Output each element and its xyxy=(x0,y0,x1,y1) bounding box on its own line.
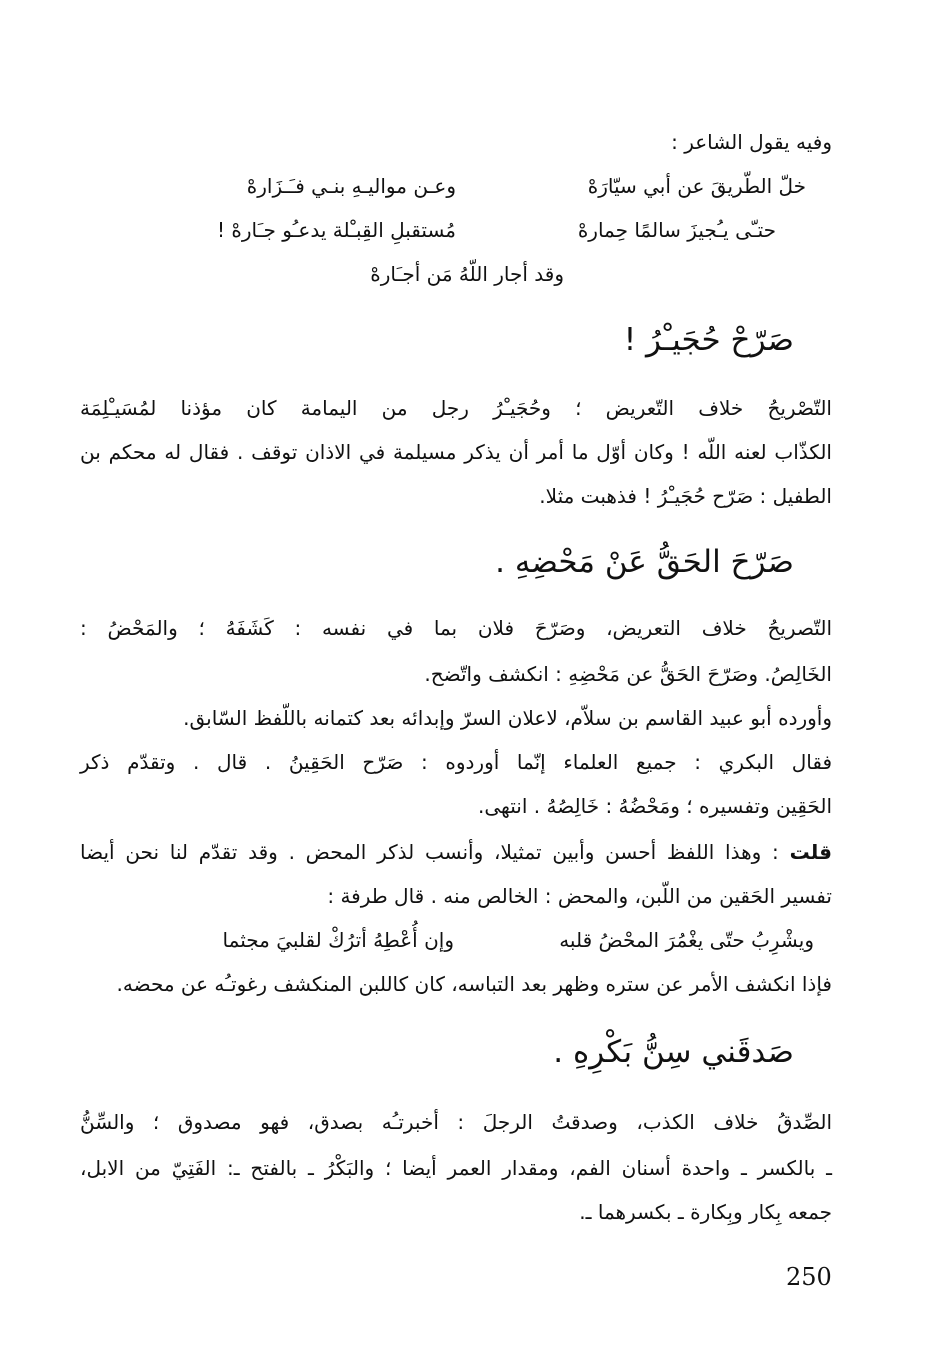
section-3-line-1: الصِّدقُ خلاف الكذب، وصدقتُ الرجلَ : أخبرتـُه بصدق، فهو مصدوق ؛ والسِّنُّ xyxy=(80,1110,832,1134)
intro-line: وفيه يقول الشاعر : xyxy=(671,130,832,154)
note-label: قلت xyxy=(789,840,832,864)
section-heading-2: صَرّحَ الحَقُّ عَنْ مَحْضِهِ . xyxy=(495,544,794,580)
section-2-line-3: وأورده أبو عبيد القاسم بن سلاّم، لاعلان السرّ وإبدائه بعد كتمانه باللّفظ السّابق. xyxy=(183,706,832,730)
verse-3-line: وقد أجار اللّهُ مَن أجـَارهْ xyxy=(370,262,564,286)
verse-1-hemistich-left: وعـن مواليـهِ بنـي فـَـزَارهْ xyxy=(246,174,456,198)
section-1-line-1: التّصْريحُ خلاف التّعريض ؛ وحُجَيـْرُ رجل من اليمامة كان مؤذنا لمُسَيـْلِمَة xyxy=(80,396,832,420)
verse-1-hemistich-right: خلّ الطّريقَ عن أبي سيّارَهْ xyxy=(587,174,806,198)
section-3-line-3: جمعه بِكار وبِكارة ـ بكسرهما ـ. xyxy=(579,1200,832,1224)
verse-2-hemistich-right: حتـّى يـُجيزَ سالمًا حِمارهْ xyxy=(577,218,776,242)
section-3-line-2: ـ بالكسر ـ واحدة أسنان الفم، ومقدار العمر أيضا ؛ والبَكْرُ ـ بالفتح ـ: الفَتِيّ من الابل، xyxy=(80,1156,832,1180)
verse-2-hemistich-left: مُستقبلِ القِبـْلة يدعـُو جـَارهْ ! xyxy=(217,218,456,242)
note-line-2: تفسير الحَقين من اللّبن، والمحض : الخالص منه . قال طرفة : xyxy=(327,884,832,908)
section-2-line-5: الحَقِين وتفسيره ؛ ومَحْضُهُ : خَالِصُهُ . انتهى. xyxy=(478,794,832,818)
section-2-line-2: الخَالِصُ. وصَرّحَ الحَقُّ عن مَحْضِهِ : انكشف واتّضح. xyxy=(424,662,832,686)
section-2-line-1: التّصريحُ خلاف التعريض، وصَرّحَ فلان بما في نفسه : كَشَفَهُ ؛ والمَحْضُ : xyxy=(80,616,832,640)
section-2-line-4: فقال البكري : جميع العلماء إنّما أوردوه : صَرّح الحَقِينُ . قال . وتقدّم ذكر xyxy=(80,750,832,774)
section-1-line-3: الطفيل : صَرّح حُجَيـْرُ ! فذهبت مثلا. xyxy=(539,484,832,508)
verse-tarafa-right: ويشْرِبُ حتّى يغْمُرَ المحْضُ قلبه xyxy=(559,928,814,952)
note-line-1 xyxy=(80,838,832,866)
verse-tarafa-left: وإن أُعْطِهُ أترُكْ لقلبيَ مجثما xyxy=(222,928,454,952)
section-heading-3: صَدقَني سِنُّ بَكْرِهِ . xyxy=(553,1034,794,1070)
note-text-1: : وهذا اللفظ أحسن وأبين تمثيلا، وأنسب لذكر المحض . وقد تقدّم لنا نحن أيضا xyxy=(80,840,779,864)
page-number: 250 xyxy=(786,1263,832,1291)
section-heading-1: صَرّحْ حُجَيـْرُ ! xyxy=(623,322,794,358)
section-2-closing: فإذا انكشف الأمر عن ستره وظهر بعد التباسه، كان كاللبن المنكشف رغوتـُه عن محضه. xyxy=(116,972,832,996)
section-1-line-2: الكذّاب لعنه اللّه ! وكان أوّل ما أمر أن يذكر مسيلمة في الاذان توقف . فقال له محكم بن xyxy=(80,440,832,464)
